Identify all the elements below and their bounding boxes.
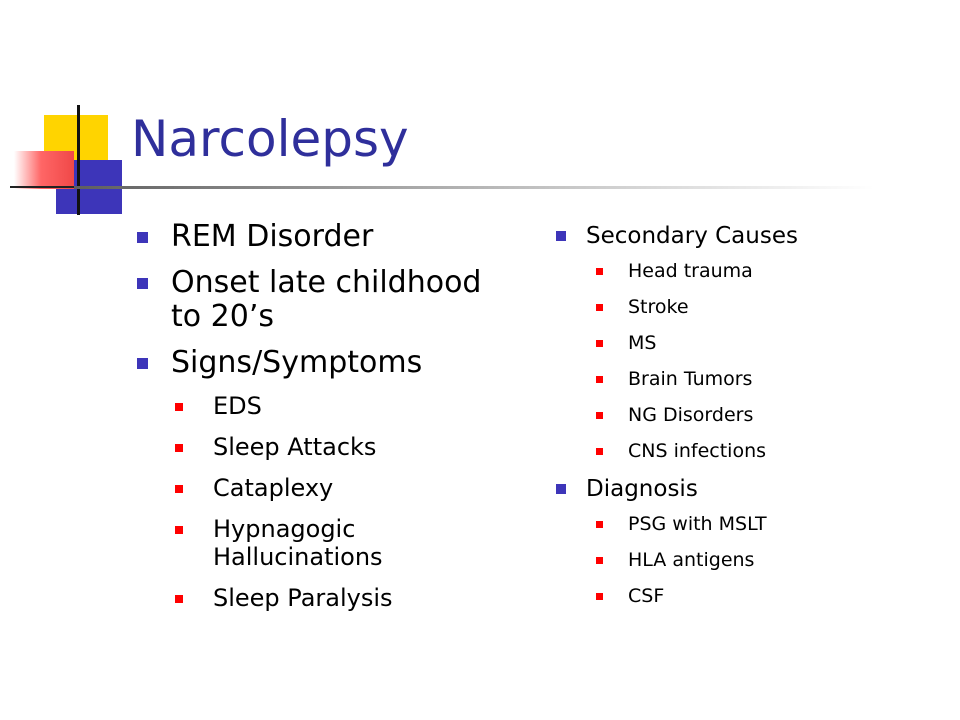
symptom-item: Sleep Paralysis [175, 584, 517, 612]
symptom-item: EDS [175, 392, 517, 420]
cause-item: Stroke [596, 295, 926, 319]
diagnosis-item: CSF [596, 584, 926, 608]
right-column [556, 222, 926, 620]
bullet-secondary-causes: Secondary Causes [556, 222, 926, 250]
bullet-onset: Onset late childhood to 20’s [137, 266, 517, 334]
cause-item: MS [596, 331, 926, 355]
cause-item: CNS infections [596, 439, 926, 463]
cause-item: NG Disorders [596, 403, 926, 427]
bullet-rem-disorder: REM Disorder [137, 220, 517, 254]
bullet-diagnosis: Diagnosis [556, 475, 926, 503]
vertical-line [77, 105, 80, 215]
diagnosis-item: PSG with MSLT [596, 512, 926, 536]
slide-title: Narcolepsy [131, 110, 409, 168]
cause-item: Brain Tumors [596, 367, 926, 391]
symptom-item: Hypnagogic Hallucinations [175, 515, 517, 571]
red-bar [14, 151, 74, 189]
diagnosis-item: HLA antigens [596, 548, 926, 572]
symptom-item: Sleep Attacks [175, 433, 517, 461]
cause-item: Head trauma [596, 259, 926, 283]
bullet-signs-symptoms: Signs/Symptoms [137, 346, 517, 380]
left-column [137, 220, 517, 625]
title-rule [74, 186, 874, 189]
symptom-item: Cataplexy [175, 474, 517, 502]
